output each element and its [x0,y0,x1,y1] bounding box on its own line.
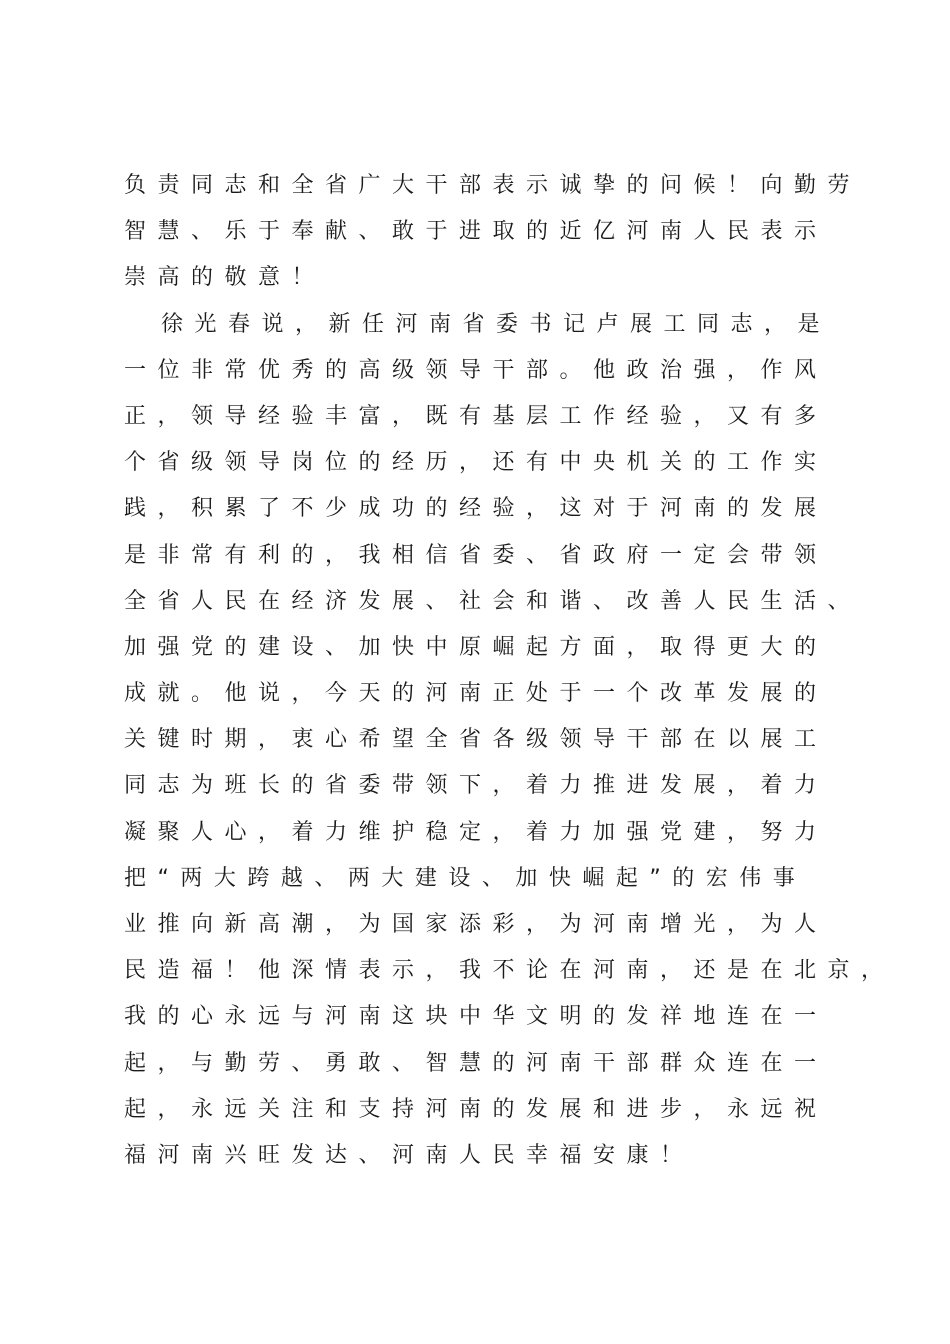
text-line: 关键时期，衷心希望全省各级领导干部在以展工 [124,727,828,753]
body-text [124,163,895,1179]
text-line: 个省级领导岗位的经历，还有中央机关的工作实 [124,450,828,476]
text-line: 民造福！他深情表示，我不论在河南，还是在北京， [124,958,895,984]
text-line: 正，领导经验丰富，既有基层工作经验，又有多 [124,403,828,429]
text-line: 成就。他说，今天的河南正处于一个改革发展的 [124,681,828,707]
text-line: 全省人民在经济发展、社会和谐、改善人民生活、 [124,588,862,614]
text-line: 智慧、乐于奉献、敢于进取的近亿河南人民表示 [124,219,828,245]
text-line: 践，积累了不少成功的经验，这对于河南的发展 [124,496,828,522]
text-line: 是非常有利的，我相信省委、省政府一定会带领 [124,542,828,568]
text-line: 同志为班长的省委带领下，着力推进发展，着力 [124,773,828,799]
text-line: 一位非常优秀的高级领导干部。他政治强，作风 [124,357,828,383]
text-line: 起，永远关注和支持河南的发展和进步，永远祝 [124,1096,828,1122]
text-line: 我的心永远与河南这块中华文明的发祥地连在一 [124,1004,828,1030]
text-line: 徐光春说，新任河南省委书记卢展工同志，是 [124,311,831,337]
text-line: 崇高的敬意！ [124,265,326,291]
text-line: 福河南兴旺发达、河南人民幸福安康！ [124,1142,694,1168]
text-line: 把“两大跨越、两大建设、加快崛起”的宏伟事 [124,865,807,891]
text-line: 凝聚人心，着力维护稳定，着力加强党建，努力 [124,819,828,845]
text-line: 负责同志和全省广大干部表示诚挚的问候！向勤劳 [124,173,862,198]
text-line: 业推向新高潮，为国家添彩，为河南增光，为人 [124,912,828,937]
text-line: 起，与勤劳、勇敢、智慧的河南干部群众连在一 [124,1050,828,1076]
text-line: 加强党的建设、加快中原崛起方面，取得更大的 [124,634,828,660]
